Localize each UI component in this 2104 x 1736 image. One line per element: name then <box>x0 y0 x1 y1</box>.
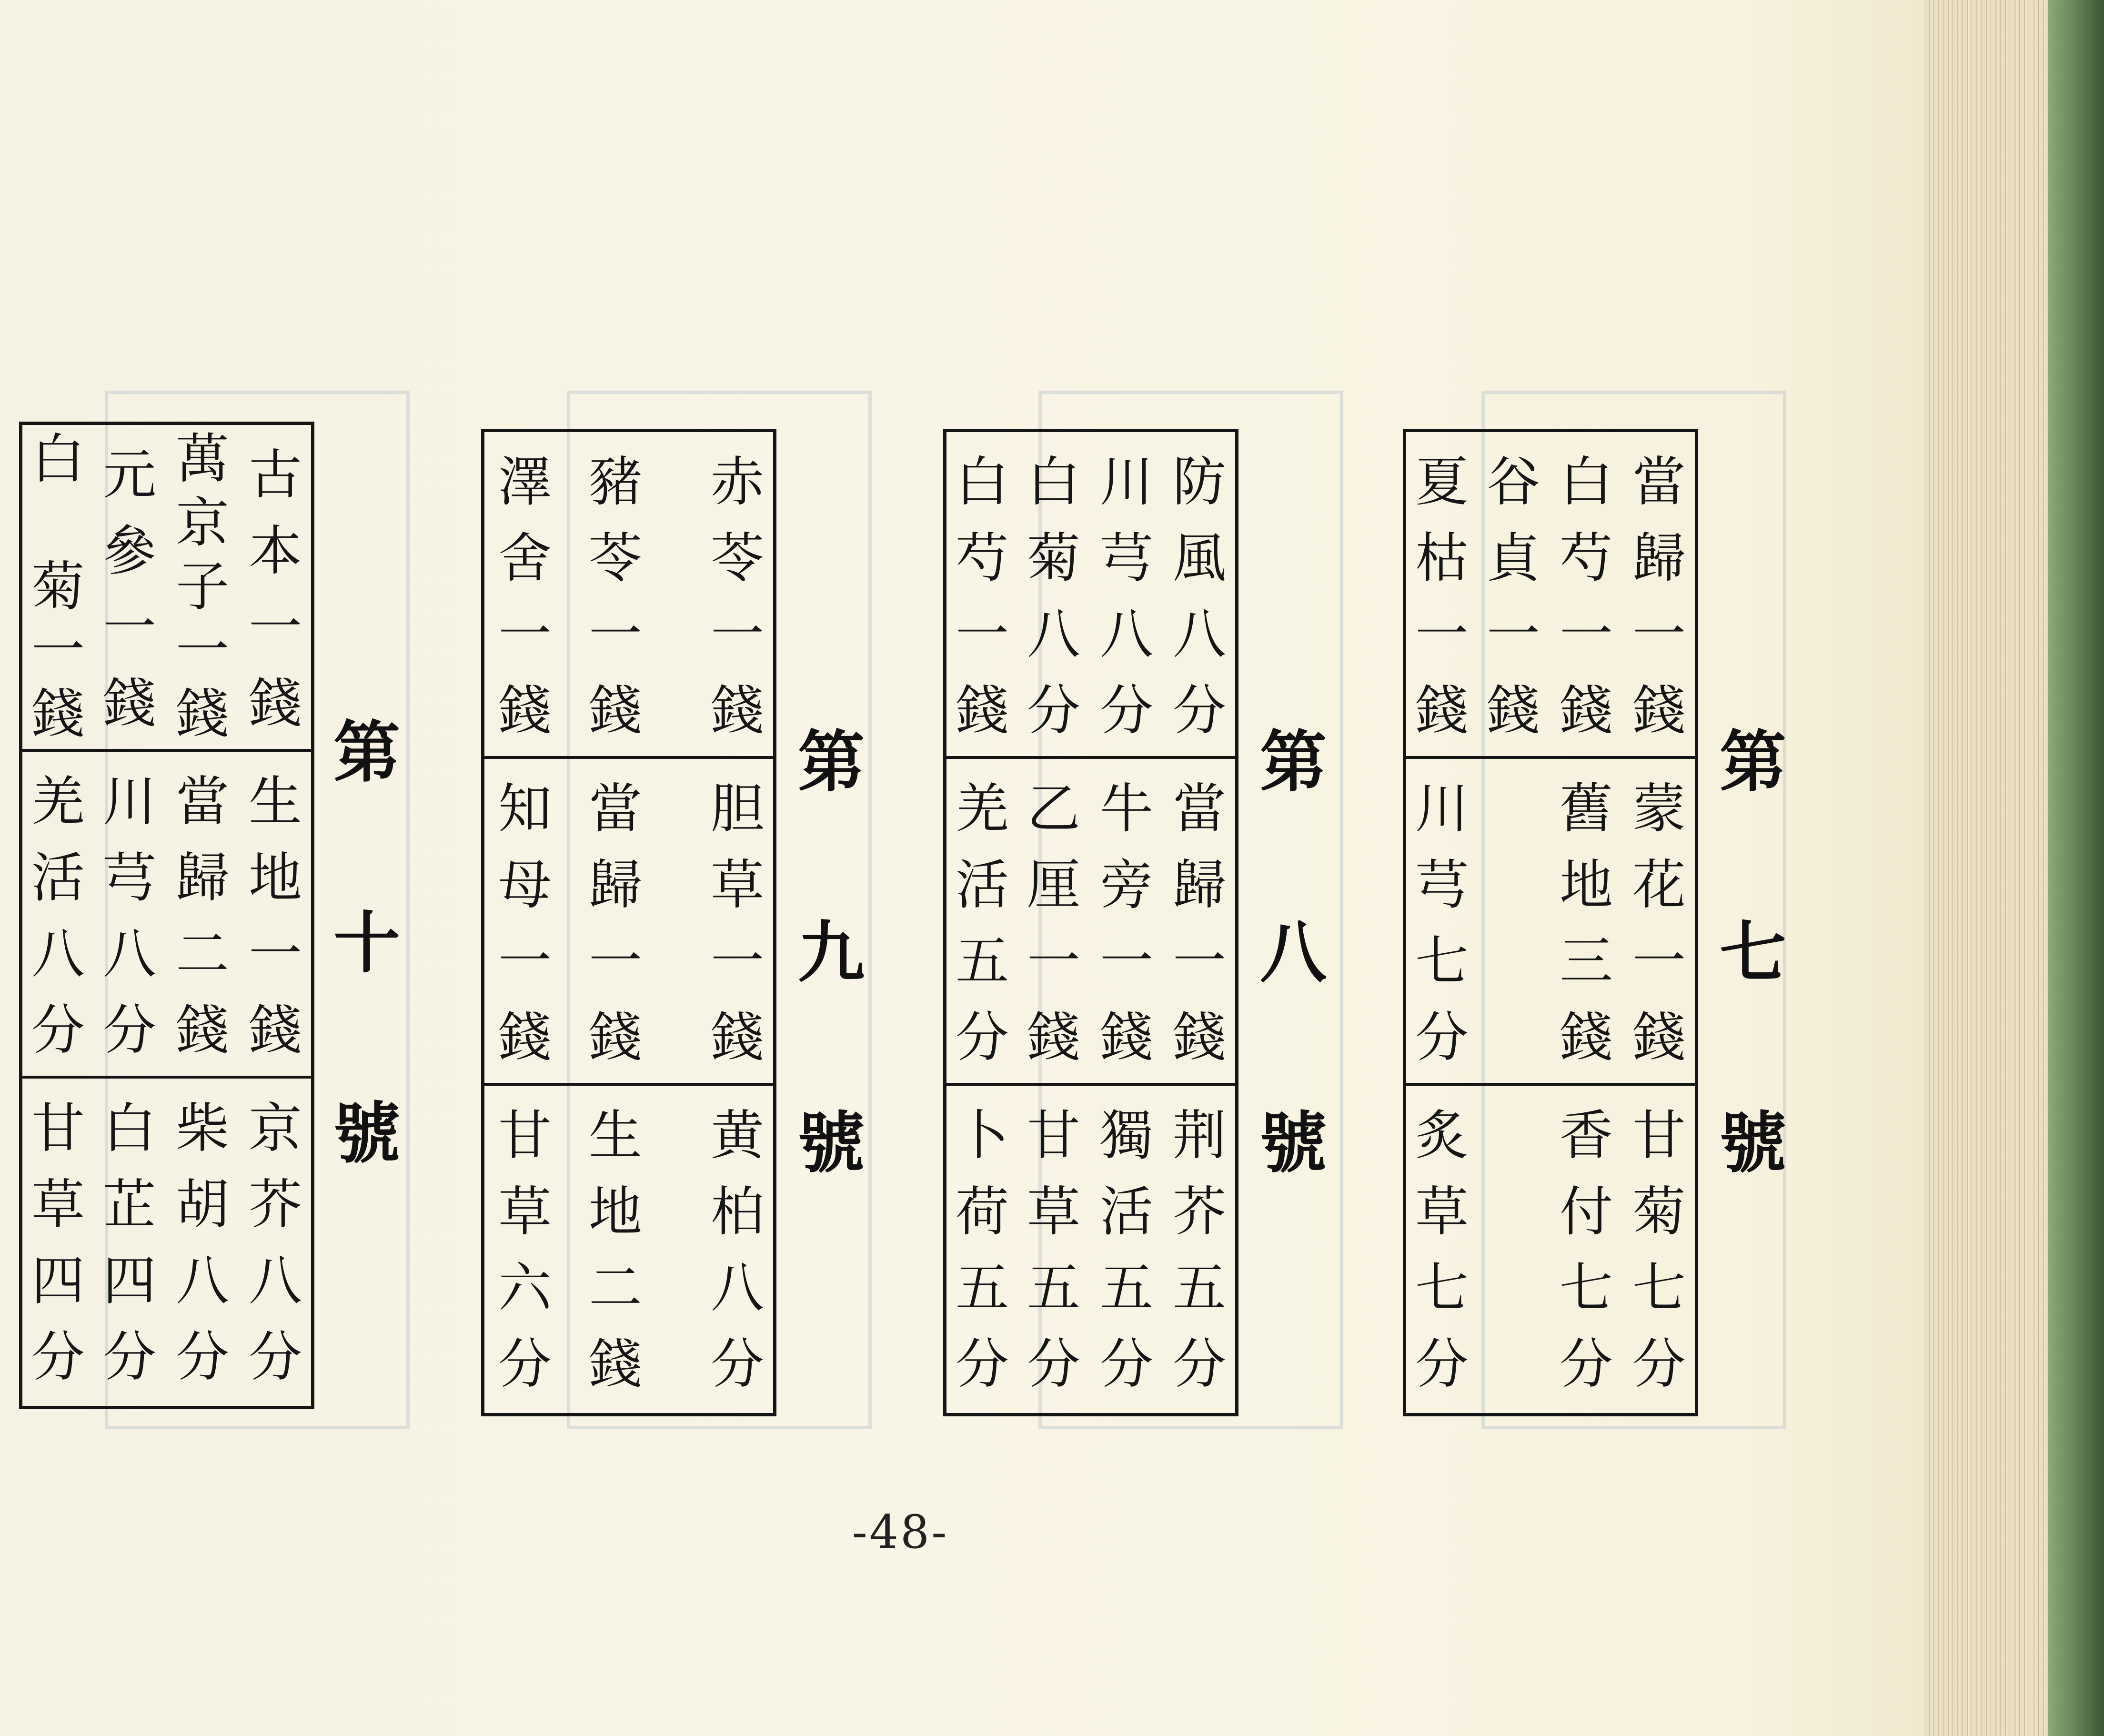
char: 甘 <box>1632 1105 1686 1167</box>
table-row <box>1406 1083 1695 1410</box>
char: 川 <box>103 771 156 833</box>
ingredient-cell <box>1623 432 1695 756</box>
char: 錢 <box>176 683 229 745</box>
char: 草 <box>711 854 764 916</box>
char: 荆 <box>1173 1105 1226 1167</box>
char: 分 <box>1632 1333 1686 1395</box>
char: 貞 <box>1487 527 1540 589</box>
char: 錢 <box>711 680 764 742</box>
title-char: 八 <box>1259 914 1327 992</box>
char: 分 <box>103 1326 156 1388</box>
char: 一 <box>1632 930 1686 992</box>
char: 花 <box>1632 854 1686 916</box>
char: 芷 <box>103 1174 156 1236</box>
char: 錢 <box>103 673 156 735</box>
char: 一 <box>589 930 642 992</box>
title-char: 第 <box>797 723 865 801</box>
char: 草 <box>1027 1181 1080 1243</box>
table-row <box>22 425 311 749</box>
char: 錢 <box>1173 1007 1226 1069</box>
ingredient-cell <box>1164 432 1235 756</box>
char: 錢 <box>1027 1007 1080 1069</box>
char: 地 <box>1560 854 1613 916</box>
char: 八 <box>1027 604 1080 666</box>
prescription-title <box>1255 724 1331 1181</box>
char: 錢 <box>1560 1007 1613 1069</box>
char: 歸 <box>1173 854 1226 916</box>
char: 當 <box>1173 778 1226 840</box>
char: 八 <box>176 1250 229 1312</box>
char: 柴 <box>176 1098 229 1160</box>
ingredient-cell <box>1018 759 1089 1083</box>
char: 一 <box>711 930 764 992</box>
ingredient-cell <box>1091 432 1162 756</box>
char: 錢 <box>956 680 1009 742</box>
char: 芥 <box>249 1174 302 1236</box>
char: 四 <box>103 1250 156 1312</box>
char: 八 <box>1173 604 1226 666</box>
char: 一 <box>711 604 764 666</box>
ingredient-cell <box>94 425 165 749</box>
ingredient-cell <box>94 752 165 1076</box>
ingredient-cell <box>946 759 1018 1083</box>
ingredient-cell <box>94 1079 165 1403</box>
char: 草 <box>498 1181 552 1243</box>
ingredient-cell <box>1478 432 1549 756</box>
table-row <box>484 432 773 756</box>
char: 當 <box>589 778 642 840</box>
char: 羌 <box>956 778 1009 840</box>
char: 二 <box>176 923 229 985</box>
char: 蒙 <box>1632 778 1686 840</box>
title-char: 號 <box>1719 1104 1786 1182</box>
ingredient-cell <box>1018 432 1089 756</box>
prescription-table <box>481 429 776 1416</box>
char: 八 <box>103 923 156 985</box>
char: 生 <box>249 771 302 833</box>
char: 分 <box>956 1333 1009 1395</box>
char: 活 <box>31 847 85 909</box>
char: 一 <box>498 930 552 992</box>
char: 歸 <box>589 854 642 916</box>
char: 一 <box>1487 604 1540 666</box>
char: 錢 <box>176 999 229 1061</box>
char: 七 <box>1632 1257 1686 1319</box>
char: 錢 <box>249 999 302 1061</box>
char: 錢 <box>589 1007 642 1069</box>
title-char: 七 <box>1719 914 1786 992</box>
char: 地 <box>249 847 302 909</box>
char: 四 <box>31 1250 85 1312</box>
ingredient-cell <box>702 432 773 756</box>
ingredient-cell <box>1406 1086 1478 1410</box>
char: 黄 <box>711 1105 764 1167</box>
char: 一 <box>498 604 552 666</box>
char: 錢 <box>1632 680 1686 742</box>
char: 萬 <box>176 428 229 490</box>
char: 錢 <box>249 673 302 735</box>
char: 豬 <box>589 451 642 513</box>
char: 京 <box>176 492 229 554</box>
char: 一 <box>1560 604 1613 666</box>
char: 古 <box>249 444 302 506</box>
char: 甘 <box>31 1098 85 1160</box>
table-row <box>1406 756 1695 1083</box>
char: 八 <box>711 1257 764 1319</box>
char: 芎 <box>103 847 156 909</box>
char: 八 <box>249 1250 302 1312</box>
prescription-title <box>1715 724 1791 1181</box>
ingredient-cell <box>1550 759 1622 1083</box>
page-edges <box>1924 0 2048 1736</box>
page-number: -48- <box>852 1505 949 1559</box>
char: 舍 <box>498 527 552 589</box>
char: 八 <box>1100 604 1153 666</box>
char: 分 <box>31 999 85 1061</box>
char: 夏 <box>1415 451 1469 513</box>
char: 胡 <box>176 1174 229 1236</box>
char: 赤 <box>711 451 764 513</box>
char: 錢 <box>1100 1007 1153 1069</box>
char: 二 <box>589 1257 642 1319</box>
char: 一 <box>249 596 302 658</box>
table-row <box>484 1083 773 1410</box>
ingredient-cell <box>22 752 94 1076</box>
char: 當 <box>1632 451 1686 513</box>
char: 柏 <box>711 1181 764 1243</box>
char: 旁 <box>1100 854 1153 916</box>
ingredient-cell <box>22 425 94 749</box>
char: 白 <box>956 451 1009 513</box>
char: 草 <box>31 1174 85 1236</box>
char: 厘 <box>1027 854 1080 916</box>
char: 生 <box>589 1105 642 1167</box>
char: 知 <box>498 778 552 840</box>
char: 分 <box>103 999 156 1061</box>
char: 菊 <box>1632 1181 1686 1243</box>
ingredient-cell <box>22 1079 94 1403</box>
char: 錢 <box>1415 680 1469 742</box>
char: 澤 <box>498 451 552 513</box>
title-char: 第 <box>1719 723 1786 801</box>
table-row <box>22 1076 311 1403</box>
char: 母 <box>498 854 552 916</box>
char: 錢 <box>1632 1007 1686 1069</box>
char: 乙 <box>1027 778 1080 840</box>
book-binding <box>2048 0 2104 1736</box>
title-char: 十 <box>333 904 400 982</box>
title-char: 第 <box>333 714 400 792</box>
char: 一 <box>956 604 1009 666</box>
char: 菊 <box>31 555 85 618</box>
char: 羌 <box>31 771 85 833</box>
char: 一 <box>31 619 85 682</box>
table-row <box>1406 432 1695 756</box>
prescription-table <box>943 429 1238 1416</box>
char: 川 <box>1100 451 1153 513</box>
char: 歸 <box>176 847 229 909</box>
ingredient-cell <box>580 432 651 756</box>
char: 錢 <box>589 680 642 742</box>
ingredient-cell <box>1406 759 1478 1083</box>
char: 活 <box>956 854 1009 916</box>
char: 分 <box>1415 1333 1469 1395</box>
char: 錢 <box>1560 680 1613 742</box>
char: 一 <box>1173 930 1226 992</box>
char: 白 <box>103 1098 156 1160</box>
char: 元 <box>103 444 156 506</box>
char: 芎 <box>1415 854 1469 916</box>
char: 一 <box>1632 604 1686 666</box>
char: 三 <box>1560 930 1613 992</box>
char: 芍 <box>956 527 1009 589</box>
char: 五 <box>1027 1257 1080 1319</box>
char: 八 <box>31 923 85 985</box>
char: 防 <box>1173 451 1226 513</box>
char: 五 <box>1173 1257 1226 1319</box>
ingredient-cell <box>489 1086 561 1410</box>
char: 草 <box>1415 1181 1469 1243</box>
char: 卜 <box>956 1105 1009 1167</box>
table-row <box>484 756 773 1083</box>
char: 錢 <box>711 1007 764 1069</box>
char: 荷 <box>956 1181 1009 1243</box>
char: 一 <box>1415 604 1469 666</box>
char: 七 <box>1415 930 1469 992</box>
ingredient-cell <box>167 1079 238 1403</box>
char: 當 <box>176 771 229 833</box>
char: 牛 <box>1100 778 1153 840</box>
ingredient-cell <box>580 759 651 1083</box>
char: 分 <box>176 1326 229 1388</box>
char: 一 <box>1027 930 1080 992</box>
ingredient-cell <box>1550 432 1622 756</box>
char: 錢 <box>498 1007 552 1069</box>
char: 苓 <box>711 527 764 589</box>
char: 獨 <box>1100 1105 1153 1167</box>
char: 芥 <box>1173 1181 1226 1243</box>
char: 五 <box>956 1257 1009 1319</box>
char: 活 <box>1100 1181 1153 1243</box>
char: 本 <box>249 520 302 582</box>
char: 分 <box>1100 680 1153 742</box>
char: 甘 <box>1027 1105 1080 1167</box>
prescription-table <box>1403 429 1698 1416</box>
char: 錢 <box>31 683 85 745</box>
char: 錢 <box>589 1333 642 1395</box>
ingredient-cell <box>489 759 561 1083</box>
char: 一 <box>1100 930 1153 992</box>
char: 香 <box>1560 1105 1613 1167</box>
char: 舊 <box>1560 778 1613 840</box>
table-row <box>946 756 1235 1083</box>
char: 分 <box>1027 1333 1080 1395</box>
char: 一 <box>176 619 229 682</box>
char: 分 <box>1560 1333 1613 1395</box>
char: 參 <box>103 520 156 582</box>
ingredient-cell <box>167 425 238 749</box>
char: 白 <box>1027 451 1080 513</box>
ingredient-cell <box>702 1086 773 1410</box>
title-char: 號 <box>1259 1104 1327 1182</box>
title-char: 九 <box>797 914 865 992</box>
ingredient-cell <box>1623 759 1695 1083</box>
table-row <box>946 1083 1235 1410</box>
ingredient-cell <box>1091 759 1162 1083</box>
char: 京 <box>249 1098 302 1160</box>
char: 錢 <box>1487 680 1540 742</box>
char: 川 <box>1415 778 1469 840</box>
title-char: 第 <box>1259 723 1327 801</box>
table-row <box>22 749 311 1076</box>
ingredient-cell <box>580 1086 651 1410</box>
char: 分 <box>249 1326 302 1388</box>
char: 甘 <box>498 1105 552 1167</box>
prescription-table <box>19 422 314 1409</box>
char: 白 <box>1560 451 1613 513</box>
char: 分 <box>1173 1333 1226 1395</box>
ingredient-cell <box>489 432 561 756</box>
char: 分 <box>1173 680 1226 742</box>
ingredient-cell <box>1164 1086 1235 1410</box>
char: 歸 <box>1632 527 1686 589</box>
char: 菊 <box>1027 527 1080 589</box>
char: 分 <box>956 1007 1009 1069</box>
char: 分 <box>711 1333 764 1395</box>
char: 炙 <box>1415 1105 1469 1167</box>
char: 苓 <box>589 527 642 589</box>
char: 胆 <box>711 778 764 840</box>
char: 子 <box>176 555 229 618</box>
char: 分 <box>31 1326 85 1388</box>
char: 芎 <box>1100 527 1153 589</box>
char: 分 <box>498 1333 552 1395</box>
ingredient-cell <box>1550 1086 1622 1410</box>
ingredient-cell <box>240 752 311 1076</box>
char: 分 <box>1100 1333 1153 1395</box>
ingredient-cell <box>167 752 238 1076</box>
char: 地 <box>589 1181 642 1243</box>
char: 風 <box>1173 527 1226 589</box>
ingredient-cell <box>1091 1086 1162 1410</box>
char: 五 <box>956 930 1009 992</box>
char: 七 <box>1560 1257 1613 1319</box>
char: 七 <box>1415 1257 1469 1319</box>
ingredient-cell <box>240 1079 311 1403</box>
char: 枯 <box>1415 527 1469 589</box>
char: 付 <box>1560 1181 1613 1243</box>
char: 一 <box>589 604 642 666</box>
title-char: 號 <box>333 1095 400 1173</box>
ingredient-cell <box>946 432 1018 756</box>
ingredient-cell <box>702 759 773 1083</box>
ingredient-cell <box>240 425 311 749</box>
char: 錢 <box>498 680 552 742</box>
char: 谷 <box>1487 451 1540 513</box>
table-row <box>946 432 1235 756</box>
char: 分 <box>1027 680 1080 742</box>
ingredient-cell <box>1018 1086 1089 1410</box>
ingredient-cell <box>1406 432 1478 756</box>
char: 芍 <box>1560 527 1613 589</box>
char: 五 <box>1100 1257 1153 1319</box>
title-char: 號 <box>797 1104 865 1182</box>
prescription-title <box>329 715 405 1172</box>
ingredient-cell <box>1623 1086 1695 1410</box>
char: 六 <box>498 1257 552 1319</box>
char: 白 <box>31 428 85 490</box>
char: 一 <box>103 596 156 658</box>
ingredient-cell <box>946 1086 1018 1410</box>
ingredient-cell <box>1164 759 1235 1083</box>
char: 分 <box>1415 1007 1469 1069</box>
char: 一 <box>249 923 302 985</box>
prescription-title <box>793 724 869 1181</box>
